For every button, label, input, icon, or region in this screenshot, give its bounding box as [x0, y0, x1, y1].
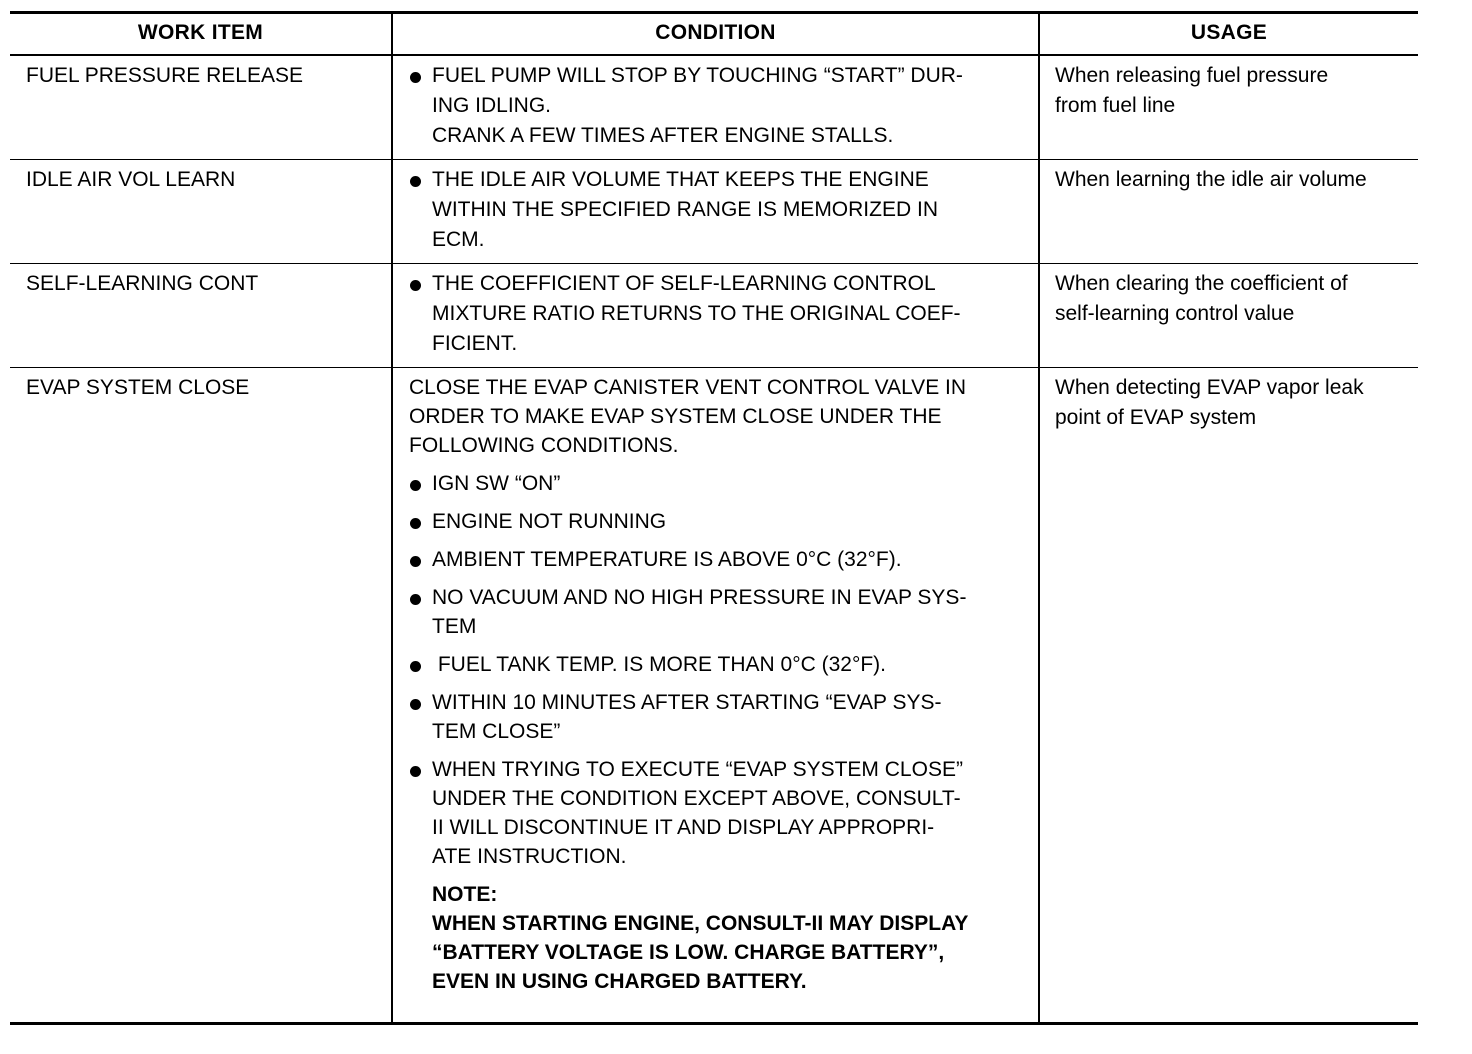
- row-divider-3: [10, 367, 1418, 368]
- bullet-icon: [410, 176, 421, 187]
- condition-intro: CLOSE THE EVAP CANISTER VENT CONTROL VALVE IN ORDER TO MAKE EVAP SYSTEM CLOSE UNDER THE FOLLOWING CONDITIONS.: [409, 376, 967, 457]
- bullet-icon: [410, 594, 421, 605]
- row-4-usage: When detecting EVAP vapor leak point of EVAP system: [1055, 376, 1364, 429]
- bullet-icon: [410, 518, 421, 529]
- condition-bullet: NO VACUUM AND NO HIGH PRESSURE IN EVAP SYS- TEM: [409, 583, 1037, 641]
- column-divider-2: [1038, 12, 1040, 1024]
- bullet-icon: [410, 556, 421, 567]
- row-1-condition: [409, 61, 1037, 151]
- bullet-icon: [410, 699, 421, 710]
- condition-bullet: FUEL PUMP WILL STOP BY TOUCHING “START” DUR- ING IDLING. CRANK A FEW TIMES AFTER ENGINE STALLS.: [409, 61, 1037, 151]
- condition-bullet: WHEN TRYING TO EXECUTE “EVAP SYSTEM CLOSE” UNDER THE CONDITION EXCEPT ABOVE, CONSULT- II WILL DISCONTINUE IT AND DISPLAY APPROPRI- ATE INSTRUCTION.: [409, 755, 1037, 871]
- table-bottom-border: [10, 1022, 1418, 1025]
- condition-bullet: FUEL TANK TEMP. IS MORE THAN 0°C (32°F).: [409, 650, 1037, 679]
- header-condition: CONDITION: [655, 21, 776, 44]
- header-bottom-border: [10, 54, 1418, 56]
- condition-bullet: THE IDLE AIR VOLUME THAT KEEPS THE ENGINE WITHIN THE SPECIFIED RANGE IS MEMORIZED IN ECM.: [409, 165, 1037, 255]
- condition-bullet: THE COEFFICIENT OF SELF-LEARNING CONTROL MIXTURE RATIO RETURNS TO THE ORIGINAL COEF- FICIENT.: [409, 269, 1037, 359]
- condition-bullet: IGN SW “ON”: [409, 469, 1037, 498]
- row-1-work-item: FUEL PRESSURE RELEASE: [26, 64, 303, 87]
- row-1-usage: When releasing fuel pressure from fuel line: [1055, 64, 1329, 117]
- bullet-icon: [410, 72, 421, 83]
- condition-bullet: AMBIENT TEMPERATURE IS ABOVE 0°C (32°F).: [409, 545, 1037, 574]
- bullet-icon: [410, 480, 421, 491]
- row-2-usage: When learning the idle air volume: [1055, 168, 1367, 191]
- condition-bullet: WITHIN 10 MINUTES AFTER STARTING “EVAP SYS- TEM CLOSE”: [409, 688, 1037, 746]
- row-divider-1: [10, 159, 1418, 160]
- note-block: NOTE: WHEN STARTING ENGINE, CONSULT-II MAY DISPLAY “BATTERY VOLTAGE IS LOW. CHARGE BATTERY”, EVEN IN USING CHARGED BATTERY.: [409, 880, 1037, 996]
- row-3-work-item: SELF-LEARNING CONT: [26, 272, 259, 295]
- row-4-work-item: EVAP SYSTEM CLOSE: [26, 376, 250, 399]
- row-3-usage: When clearing the coefficient of self-learning control value: [1055, 272, 1348, 325]
- row-2-condition: [409, 165, 1037, 255]
- row-3-condition: [409, 269, 1037, 359]
- bullet-icon: [410, 766, 421, 777]
- bullet-icon: [410, 661, 421, 672]
- note-title: NOTE:: [432, 883, 498, 906]
- row-divider-2: [10, 263, 1418, 264]
- header-usage: USAGE: [1190, 21, 1268, 44]
- condition-bullet: ENGINE NOT RUNNING: [409, 507, 1037, 536]
- bullet-icon: [410, 280, 421, 291]
- header-work-item: WORK ITEM: [137, 21, 264, 44]
- row-4-condition: [409, 373, 1037, 996]
- row-2-work-item: IDLE AIR VOL LEARN: [26, 168, 236, 191]
- column-divider-1: [391, 12, 393, 1024]
